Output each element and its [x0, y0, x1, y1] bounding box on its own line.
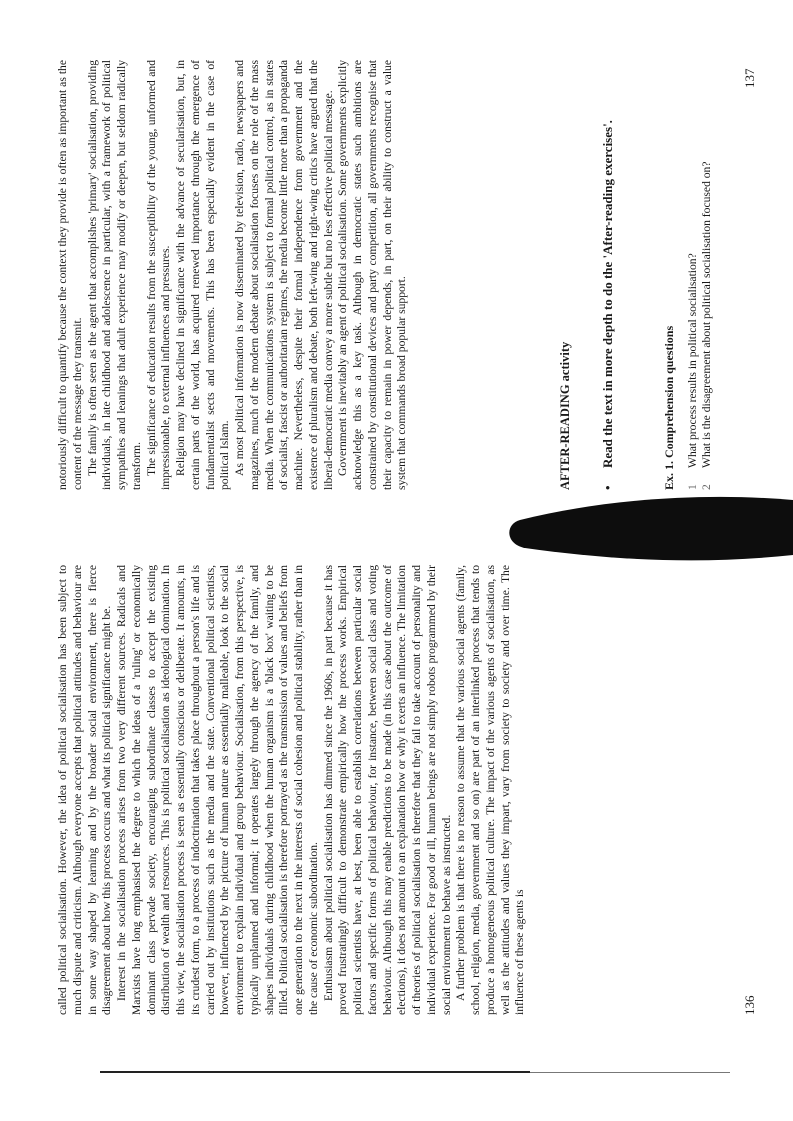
after-reading-heading: AFTER-READING activity [558, 341, 572, 490]
bullet-text: Read the text in more depth to do the 'After-reading exercises'. [600, 120, 615, 468]
question-2: 2 What is the disagreement about political socialisation focused on? [700, 161, 713, 490]
paragraph: As most political information is now disseminated by television, radio, newspapers and magazines, much of the modern debate about socialisation focuses on the role of the mass media. When the communications system is subject to formal political control, as in states of socialist, fascist or authoritarian regimes, the media become little more than a propaganda machine. Nevertheless, despite their formal independence from government and the existence of pluralism and debate, both left-wing and right-wing critics have argued that the liberal-democratic media convey a more subtle but no less effective political message. [233, 60, 335, 490]
left-column [56, 565, 721, 1015]
comprehension-questions [686, 60, 714, 490]
paragraph: A further problem is that there is no reason to assume that the various social agents (family, school, religion, media, government and so on) are part of an interlinked process that tends to produce a homogeneous political culture. The impact of the various agents of socialisation, as well as the attitudes and values they impart, vary from society to society and over time. The influence of these agents is [454, 565, 527, 1015]
paragraph: Government is inevitably an agent of political socialisation. Some governments explicitly acknowledge this as a key task. Although in democratic states such ambitions are constrained by constitutional devices and party competition, all governments recognise that their capacity to remain in power depends, in part, on their ability to construct a value system that commands broad popular support. [336, 60, 409, 490]
right-column [56, 60, 410, 490]
bullet-icon: • [600, 485, 615, 490]
scan-edge-line-faint [530, 1072, 730, 1073]
paragraph: Enthusiasm about political socialisation has dimmed since the 1960s, in part because it has proved frustratingly difficult to demonstrate empirically how the process works. Empirical political scientists have, at best, been able to establish correlations between particular social factors and specific forms of political behaviour, for instance, between social class and voting behaviour. Although this may enable predictions to be made (in this case about the outcome of elections), it does not amount to an explanation how or why it exerts an influence. The limitation of theories of political socialisation is therefore that they fail to take account of personality and individual experience. For good or ill, human beings are not simply robots programmed by their social environment to behave as instructed. [321, 565, 453, 1015]
after-reading-bullet [600, 60, 616, 490]
paragraph: notoriously difficult to quantify because the context they provide is often as important as the content of the message they transmit. [56, 60, 84, 490]
paragraph: Religion may have declined in significance with the advance of secularisation, but, in certain parts of the world, has acquired renewed importance through the emergence of fundamentalist sects and movements. This has been especially evident in the case of political Islam. [174, 60, 232, 490]
paragraph: Interest in the socialisation process arises from two very different sources. Radicals and Marxists have long emphasised the degree to which the ideas of a 'ruling' or economically dominant class pervade society, encouraging subordinate classes to accept the existing distribution of wealth and resources. This is political socialisation as ideological domination. In this view, the socialisation process is seen as essentially conscious or deliberate. It amounts, in its crudest form, to a process of indoctrination that takes place throughout a person's life and is carried out by institutions such as the media and the state. Conventional political scientists, however, influenced by the picture of human nature as essentially malleable, look to the social environment to explain individual and group behaviour. Socialisation, from this perspective, is typically unplanned and informal; it operates largely through the agency of the family, and shapes individuals during childhood when the human organism is a 'black box' waiting to be filled. Political socialisation is therefore portrayed as the transmission of values and beliefs from one generation to the next in the interests of social cohesion and political stability, rather than in the cause of economic subordination. [115, 565, 320, 1015]
paragraph: The significance of education results from the susceptibility of the young, unformed and impressionable, to external influences and pressures. [144, 60, 173, 490]
question-1: 1 What process results in political socialisation? [686, 253, 699, 490]
scan-edge-line [100, 1071, 530, 1073]
right-page [56, 60, 410, 490]
paragraph: The family is often seen as the agent that accomplishes 'primary' socialisation, providing individuals, in late childhood and adolescence in particular, with a framework of political sympathies and leanings that adult experience may modify or deepen, but seldom radically transform. [85, 60, 143, 490]
page-number-left: 136 [742, 995, 757, 1015]
exercise-title: Ex. 1. Comprehension questions [662, 325, 676, 490]
left-page [56, 565, 721, 1015]
page-number-right: 137 [742, 68, 757, 88]
paragraph: called political socialisation. However, the idea of political socialisation has been subject to much dispute and criticism. Although everyone accepts that political attitudes and behaviour are in some way shaped by learning and by the broader social environment, there is fierce disagreement about how this process occurs and what its political significance might be. [56, 565, 114, 1015]
